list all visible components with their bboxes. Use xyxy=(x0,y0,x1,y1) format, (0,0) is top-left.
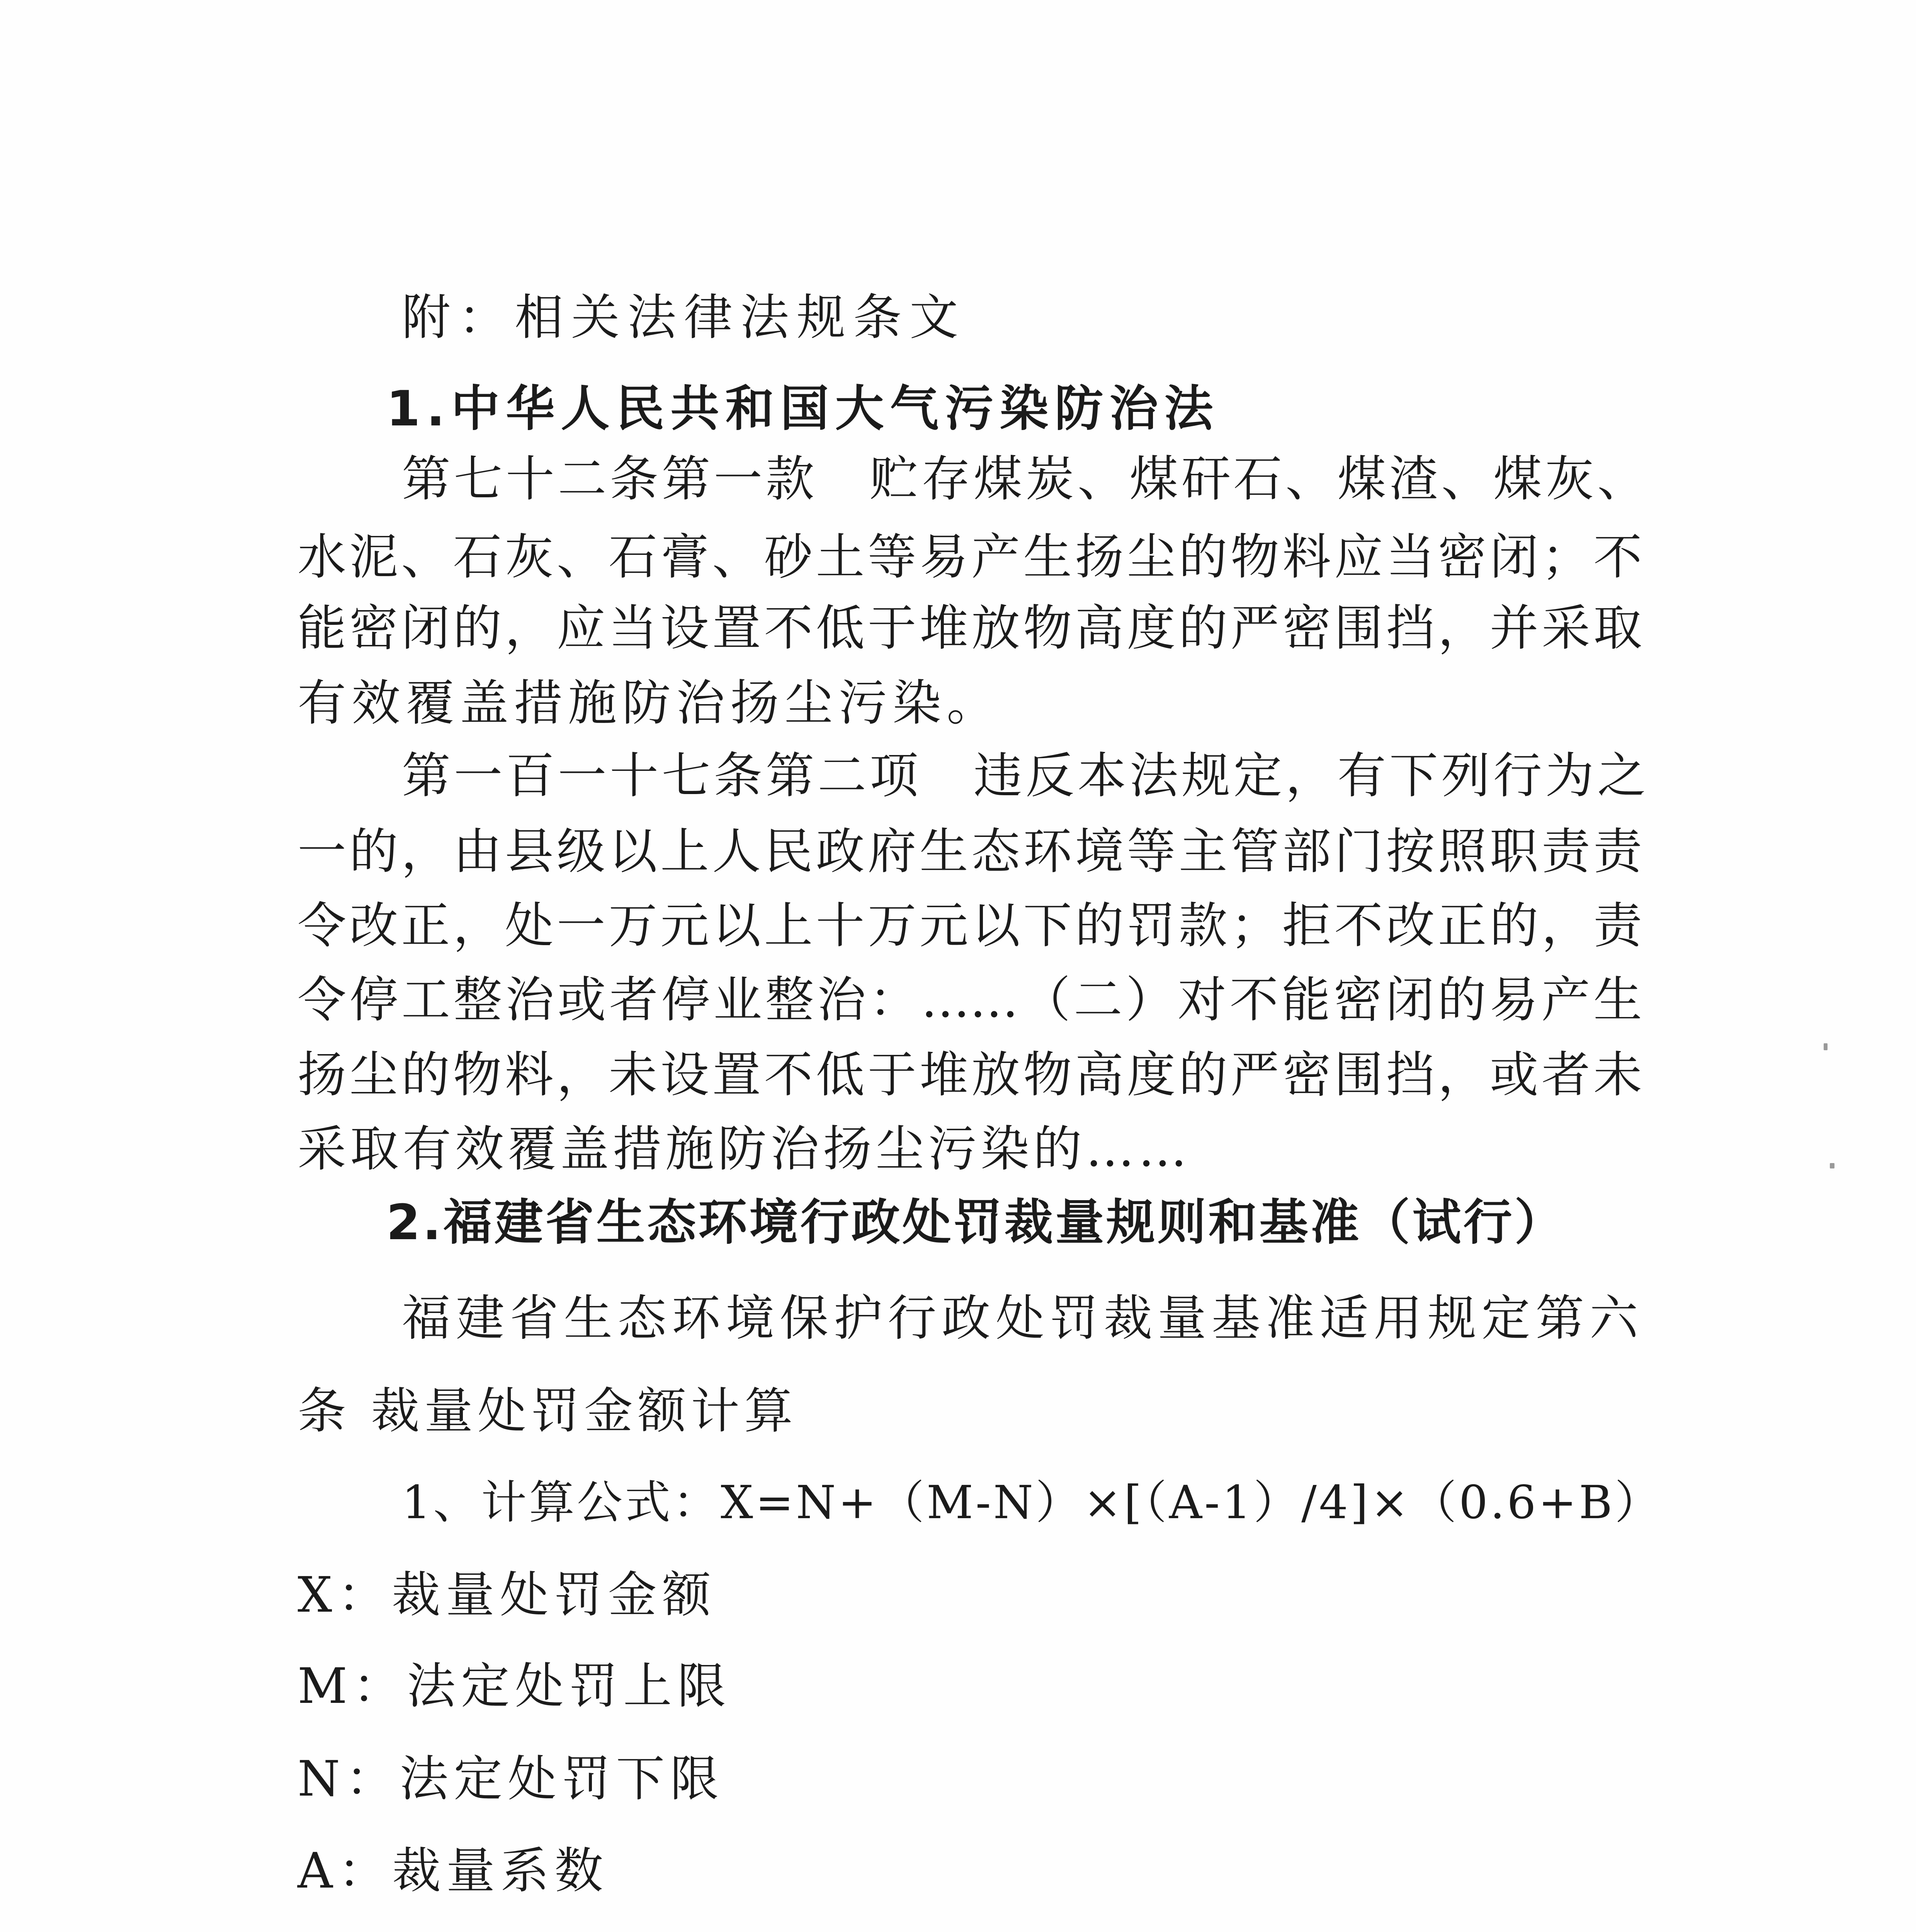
paragraph-line: 令停工整治或者停业整治：……（二）对不能密闭的易产生 xyxy=(298,971,1642,1028)
paragraph-line: 令改正，处一万元以上十万元以下的罚款；拒不改正的，责 xyxy=(298,897,1642,954)
paragraph-line: 第七十二条第一款 贮存煤炭、煤矸石、煤渣、煤灰、 xyxy=(402,451,1646,507)
paragraph-line: 采取有效覆盖措施防治扬尘污染的…… xyxy=(298,1121,1191,1177)
variable-definition: X：裁量处罚金额 xyxy=(298,1566,716,1623)
paragraph-line: 福建省生态环境保护行政处罚裁量基准适用规定第六 xyxy=(402,1290,1638,1347)
variable-definition: N：法定处罚下限 xyxy=(298,1750,724,1807)
appendix-heading: 附：相关法律法规条文 xyxy=(402,289,966,346)
paragraph-line: 一的，由县级以上人民政府生态环境等主管部门按照职责责 xyxy=(298,823,1642,880)
paragraph-line: 水泥、石灰、石膏、砂土等易产生扬尘的物料应当密闭；不 xyxy=(298,529,1642,585)
scan-speck xyxy=(1824,1043,1828,1050)
paragraph-line: 扬尘的物料，未设置不低于堆放物高度的严密围挡，或者未 xyxy=(298,1046,1642,1103)
variable-definition: M：法定处罚上限 xyxy=(298,1658,732,1714)
section-heading-2: 2.福建省生态环境行政处罚裁量规则和基准（试行） xyxy=(386,1194,1566,1251)
paragraph-line: 第一百一十七条第二项 违反本法规定，有下列行为之 xyxy=(402,747,1646,804)
scan-speck xyxy=(1830,1163,1834,1168)
paragraph-line: 有效覆盖措施防治扬尘污染。 xyxy=(298,675,1001,731)
variable-definition: A：裁量系数 xyxy=(298,1842,609,1899)
section-heading-1: 1.中华人民共和国大气污染防治法 xyxy=(386,380,1219,437)
paragraph-line: 条 裁量处罚金额计算 xyxy=(298,1383,798,1439)
paragraph-line: 能密闭的，应当设置不低于堆放物高度的严密围挡，并采取 xyxy=(298,600,1642,656)
formula-line: 1、计算公式：X=N+（M-N）×[（A-1）/4]×（0.6+B） xyxy=(402,1476,1663,1529)
